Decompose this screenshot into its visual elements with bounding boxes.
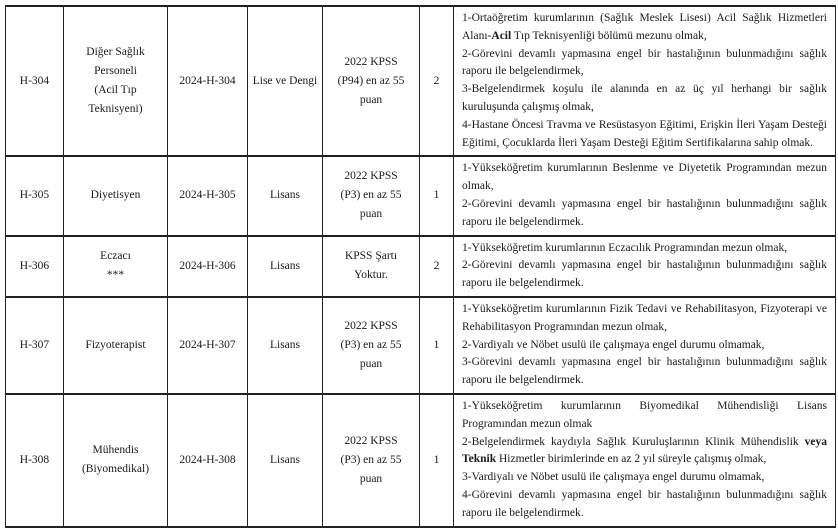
kpss-requirement-cell <box>323 6 420 156</box>
requirements-cell <box>454 6 836 156</box>
requirement-item: 1-Yükseköğretim kurumlarının Biyomedikal Mühendisliği Lisans Programından mezun olmak <box>462 399 827 430</box>
document-page <box>5 5 836 528</box>
requirement-item: 1-Ortaöğretim kurumlarının (Sağlık Meslek Lisesi) Acil Sağlık Hizmetleri Alanı-Acil Tıp Teknisyenliği bölümü mezunu olmak, <box>462 12 827 42</box>
position-count-cell: 1 <box>420 297 454 394</box>
table-row <box>6 236 836 297</box>
cell-line: puan <box>359 472 383 485</box>
requirements-cell <box>454 156 836 235</box>
announcement-code-cell: 2024-H-307 <box>168 297 248 394</box>
cell-line: puan <box>359 93 383 106</box>
kpss-requirement-cell <box>323 297 420 394</box>
position-code-cell: H-305 <box>6 156 64 235</box>
cell-line: puan <box>359 357 383 370</box>
cell-line: (Acil Tıp Teknisyeni) <box>88 84 143 116</box>
table-row <box>6 394 836 527</box>
requirement-item: 1-Yükseköğretim kurumlarının Fizik Tedavi ve Rehabilitasyon, Fizyoterapi ve Rehabilitasyon Programından mezun olmak, <box>462 302 827 333</box>
cell-line: Fizyoterapist <box>85 338 146 351</box>
requirement-item: 2-Görevini devamlı yapmasına engel bir hastalığının bulunmadığını sağlık raporu ile belgelendirmek, <box>462 47 827 78</box>
position-count-cell: 1 <box>420 394 454 527</box>
position-code-cell: H-307 <box>6 297 64 394</box>
position-title-cell <box>64 236 168 297</box>
cell-line: (Biyomedikal) <box>81 463 150 476</box>
requirements-cell <box>454 394 836 527</box>
cell-line: (P3) en az 55 <box>340 189 402 202</box>
position-title-cell <box>64 156 168 235</box>
announcement-code-cell: 2024-H-304 <box>168 6 248 156</box>
position-count-cell: 2 <box>420 6 454 156</box>
position-title-cell <box>64 394 168 527</box>
cell-line: (P94) en az 55 <box>337 74 405 87</box>
requirement-item: 1-Yükseköğretim kurumlarının Eczacılık Programından mezun olmak, <box>462 241 788 254</box>
requirement-item: 3-Vardiyalı ve Nöbet usulü ile çalışmaya engel durumu olmamak, <box>462 471 765 484</box>
education-level-cell: Lisans <box>248 394 323 527</box>
position-count-cell: 2 <box>420 236 454 297</box>
announcement-code-cell: 2024-H-306 <box>168 236 248 297</box>
cell-line: Diyetisyen <box>90 189 141 202</box>
position-code-cell: H-308 <box>6 394 64 527</box>
requirement-item: 1-Yükseköğretim kurumlarının Beslenme ve Diyetetik Programından mezun olmak, <box>462 162 827 193</box>
requirement-item: 3-Belgelendirmek koşulu ile alanında en az üç yıl herhangi bir sağlık kuruluşunda çalışmış olmak, <box>462 83 827 113</box>
announcement-code-cell: 2024-H-308 <box>168 394 248 527</box>
cell-line: Yoktur. <box>354 269 388 282</box>
requirements-cell <box>454 236 836 297</box>
kpss-requirement-cell <box>323 394 420 527</box>
requirement-item: 2-Vardiyalı ve Nöbet usulü ile çalışmaya engel durumu olmamak, <box>462 338 765 351</box>
requirements-cell <box>454 297 836 394</box>
requirement-item: 3-Görevini devamlı yapmasına engel bir hastalığının bulunmadığını sağlık raporu ile belgelendirmek. <box>462 356 827 387</box>
job-positions-table <box>5 5 836 528</box>
requirement-item: 2-Belgelendirmek kaydıyla Sağlık Kuruluşlarının Klinik Mühendislik veya Teknik Hizmetler birimlerinde en az 2 yıl süreyle çalışmış olmak, <box>462 435 827 466</box>
kpss-requirement-cell <box>323 236 420 297</box>
cell-line: 2022 KPSS <box>344 170 398 183</box>
cell-line: *** <box>106 269 125 282</box>
education-level-cell: Lisans <box>248 236 323 297</box>
requirement-item: 2-Görevini devamlı yapmasına engel bir hastalığının bulunmadığını sağlık raporu ile belgelendirmek. <box>462 259 827 290</box>
cell-line: Eczacı <box>100 250 131 263</box>
cell-line: Mühendis <box>92 444 139 457</box>
education-level-cell: Lisans <box>248 297 323 394</box>
cell-line: 2022 KPSS <box>344 434 398 447</box>
requirement-item: 4-Görevini devamlı yapmasına engel bir hastalığının bulunmadığını sağlık raporu ile belgelendirmek. <box>462 488 827 519</box>
cell-line: Personeli <box>94 65 137 78</box>
position-count-cell: 1 <box>420 156 454 235</box>
cell-line: 2022 KPSS <box>344 319 398 332</box>
position-title-cell <box>64 6 168 156</box>
cell-line: (P3) en az 55 <box>340 338 402 351</box>
education-level-cell: Lisans <box>248 156 323 235</box>
table-row <box>6 297 836 394</box>
announcement-code-cell: 2024-H-305 <box>168 156 248 235</box>
cell-line: Diğer Sağlık <box>86 46 145 59</box>
job-table-body <box>6 6 836 527</box>
cell-line: puan <box>359 208 383 221</box>
cell-line: (P3) en az 55 <box>340 453 402 466</box>
table-row <box>6 156 836 235</box>
cell-line: KPSS Şartı <box>344 250 398 263</box>
position-code-cell: H-304 <box>6 6 64 156</box>
education-level-cell: Lise ve Dengi <box>248 6 323 156</box>
position-title-cell <box>64 297 168 394</box>
requirement-item: 4-Hastane Öncesi Travma ve Resüstasyon Eğitimi, Erişkin İleri Yaşam Desteği Eğitimi, Çocuklarda İleri Yaşam Desteği Eğitim Sertifikalarına sahip olmak. <box>462 118 827 149</box>
cell-line: 2022 KPSS <box>344 55 398 68</box>
requirement-item: 2-Görevini devamlı yapmasına engel bir hastalığının bulunmadığını sağlık raporu ile belgelendirmek. <box>462 197 827 228</box>
table-row <box>6 6 836 156</box>
kpss-requirement-cell <box>323 156 420 235</box>
position-code-cell: H-306 <box>6 236 64 297</box>
